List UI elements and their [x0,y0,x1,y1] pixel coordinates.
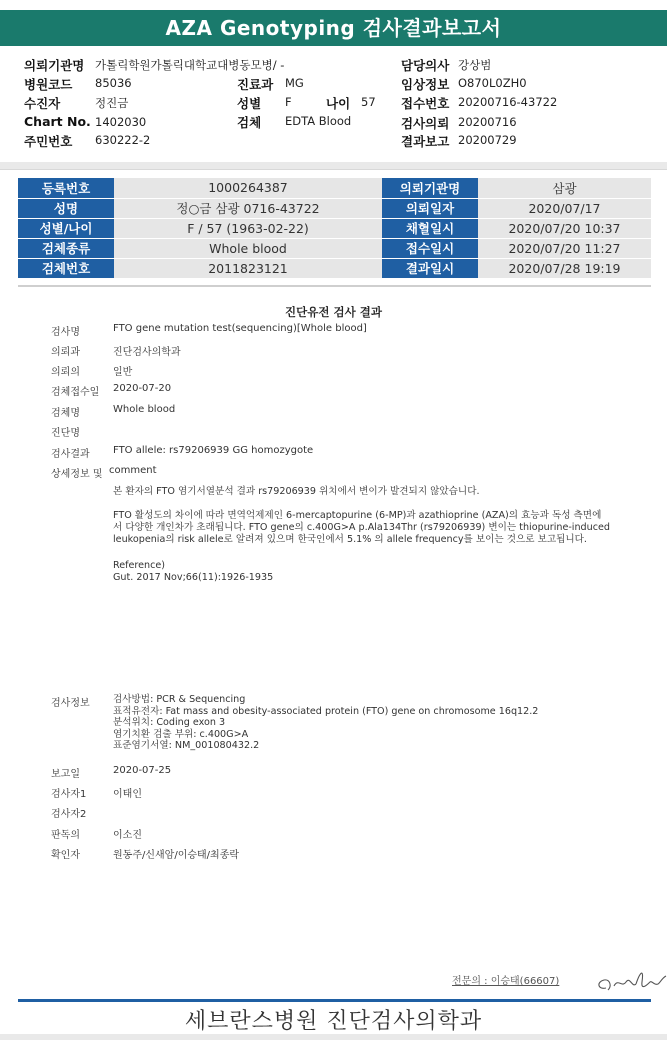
info-key: 성별/나이 [18,218,114,238]
comment-line: FTO 활성도의 차이에 따라 면역억제제인 6-mercaptopurine (6-MP)과 azathioprine (AZA)의 효능과 독성 측면에 [113,510,602,521]
row-value: 진단검사의학과 [113,347,181,358]
info-key: 접수일시 [382,238,478,258]
info-key: 성명 [18,198,114,218]
footer-band [0,1034,667,1040]
method-line: 표적유전자: Fat mass and obesity-associated protein (FTO) gene on chromosome 16q12.2 [113,705,539,717]
info-row [18,218,651,238]
age-label: 나이 [326,96,351,111]
specimen-label: 검체 [237,115,262,130]
patient-header [0,54,667,149]
collector-value: 정진금 [95,96,129,110]
section-divider [0,162,667,170]
age-value: 57 [361,95,376,109]
report-title-bar: AZA Genotyping 검사결과보고서 [0,10,667,46]
row-label: 검체명 [51,408,80,419]
report-date-label: 결과보고 [401,134,450,149]
hospital-code-value: 85036 [95,76,132,90]
row-value: FTO allele: rs79206939 GG homozygote [113,445,314,456]
handwritten-signature [592,960,667,1000]
specialist-signature-line: 전문의 : 이승태(66607) [452,976,560,987]
comment-line: 서 다양한 개인차가 초래됩니다. FTO gene의 c.400G>A p.Ala134Thr (rs79206939) 변이는 thiopurine-induced [113,522,610,533]
id-no-value: 630222-2 [95,133,151,147]
info-key: 등록번호 [18,178,114,198]
sex-value: F [285,95,292,109]
info-row [18,238,651,258]
id-no-label: 주민번호 [24,134,73,149]
row-label: 진단명 [51,428,80,439]
reference-label: Reference) [113,560,166,571]
hospital-name: 세브란스병원 진단검사의학과 [184,1009,483,1034]
clinical-info-value: O870L0ZH0 [458,76,527,90]
info-value: 2020/07/28 19:19 [478,258,651,278]
report-date-value: 20200729 [458,133,517,147]
doctor-label: 담당의사 [401,58,450,73]
request-label: 검사의뢰 [401,116,450,131]
reference-citation: Gut. 2017 Nov;66(11):1926-1935 [113,572,274,583]
row-value: 이태인 [113,789,142,800]
method-line: 염기치환 검출 부위: c.400G>A [113,728,249,740]
institution-label: 의뢰기관명 [24,58,85,73]
patient-info-table [18,178,651,279]
info-key: 의뢰기관명 [382,178,478,198]
method-details [113,694,538,752]
row-value: 2020-07-25 [113,765,172,776]
row-value: 원동주/신새암/이승태/최종락 [113,850,240,861]
row-label: 검사결과 [51,449,90,460]
department-label: 진료과 [237,77,274,92]
info-key: 검체번호 [18,258,114,278]
row-label: 검체접수일 [51,387,100,398]
sex-label: 성별 [237,96,262,111]
comment-line: leukopenia의 risk allele로 알려져 있으며 한국인에서 5.1% 의 allele frequency를 보이는 것으로 보고됩니다. [113,534,587,545]
row-value: 일반 [113,367,133,378]
info-row [18,178,651,198]
table-underline [18,285,651,287]
info-row [18,258,651,278]
method-line: 검사방법: PCR & Sequencing [113,694,246,705]
row-label: 검사자2 [51,809,87,820]
row-value: comment [109,465,157,476]
row-label: 의뢰과 [51,347,80,358]
row-value: 이소진 [113,830,142,841]
institution-value: 가톨릭학원가톨릭대학교대병동모병/ - [95,58,285,72]
clinical-info-label: 임상정보 [401,77,450,92]
row-label: 확인자 [51,850,80,861]
info-value: F / 57 (1963-02-22) [114,218,382,238]
info-value: 2011823121 [114,258,382,278]
chart-no-value: 1402030 [95,115,147,129]
row-label: 보고일 [51,769,80,780]
info-value: 1000264387 [114,178,382,198]
request-value: 20200716 [458,115,517,129]
info-value: 2020/07/20 10:37 [478,218,651,238]
info-key: 채혈일시 [382,218,478,238]
department-value: MG [285,76,304,90]
doctor-value: 강상범 [458,58,492,72]
info-value: 정○금 삼광 0716-43722 [114,198,382,218]
collector-label: 수진자 [24,96,61,111]
footer-divider [18,999,651,1002]
result-section-title: 진단유전 검사 결과 [285,305,382,319]
row-label: 판독의 [51,830,80,841]
info-key: 의뢰일자 [382,198,478,218]
comment-paragraph-1: 본 환자의 FTO 염기서열분석 결과 rs79206939 위치에서 변이가 발견되지 않았습니다. [113,486,480,497]
row-label: 검사자1 [51,789,87,800]
receipt-no-label: 접수번호 [401,96,450,111]
row-value: 2020-07-20 [113,383,172,394]
row-label: 상세정보 및 [51,469,103,480]
chart-no-label: Chart No. [24,114,91,129]
reference-block [113,560,613,584]
row-value: Whole blood [113,404,176,415]
row-value: FTO gene mutation test(sequencing)[Whole blood] [113,323,367,334]
row-label: 검사명 [51,327,80,338]
receipt-no-value: 20200716-43722 [458,95,558,109]
info-key: 결과일시 [382,258,478,278]
method-line: 분석위치: Coding exon 3 [113,717,226,729]
hospital-code-label: 병원코드 [24,77,73,92]
info-value: 2020/07/20 11:27 [478,238,651,258]
info-value: 삼광 [478,178,651,198]
info-value: 2020/07/17 [478,198,651,218]
method-line: 표준염기서열: NM_001080432.2 [113,740,260,752]
info-row [18,198,651,218]
specimen-value: EDTA Blood [285,114,352,128]
info-key: 검체종류 [18,238,114,258]
row-label: 의뢰의 [51,367,80,378]
comment-paragraph-2 [113,510,613,546]
info-value: Whole blood [114,238,382,258]
